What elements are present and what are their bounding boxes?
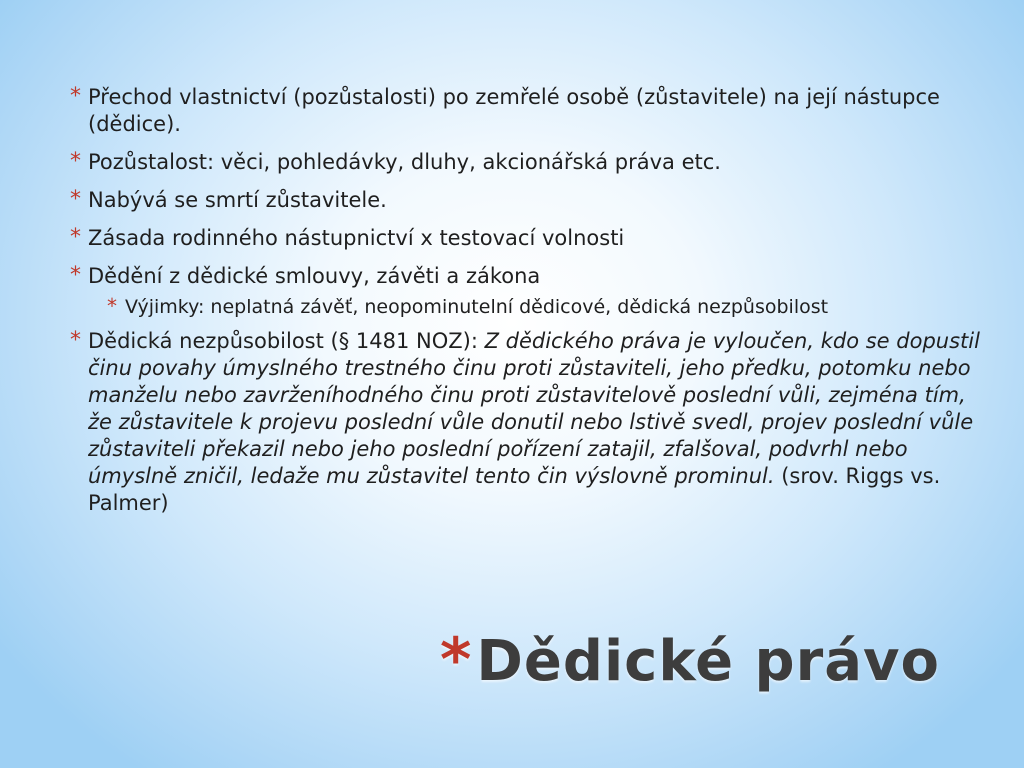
asterisk-bullet-icon: *	[70, 225, 81, 250]
asterisk-bullet-icon: *	[107, 294, 117, 318]
slide-title-text: Dědické právo	[476, 629, 941, 694]
bullet-item-4	[70, 225, 982, 252]
sub-bullet-item	[107, 295, 982, 320]
bullet-item-2	[70, 149, 982, 176]
asterisk-bullet-icon: *	[70, 328, 81, 353]
bullet-list	[70, 84, 982, 528]
bullet-item-3	[70, 187, 982, 214]
asterisk-bullet-icon: *	[70, 84, 81, 109]
bullet-text: Dědění z dědické smlouvy, závěti a zákona	[88, 264, 541, 288]
bullet-text: Nabývá se smrtí zůstavitele.	[88, 188, 387, 212]
slide-title	[440, 622, 940, 700]
asterisk-bullet-icon: *	[70, 263, 81, 288]
asterisk-title-icon: *	[440, 625, 473, 695]
bullet-item-7	[70, 328, 982, 517]
asterisk-bullet-icon: *	[70, 149, 81, 174]
legal-quote-text: Z dědického práva je vyloučen, kdo se dopustil činu povahy úmyslného trestného činu proti zůstaviteli, jeho předku, potomku nebo manželu nebo zavrženíhodného činu proti zůstavitelově poslední vůli, zejména tím, že zůstavitele k projevu poslední vůle donutil nebo lstivě svedl, projev poslední vůle zůstaviteli překazil nebo jeho poslední pořízení zatajil, zfalšoval, podvrhl nebo úmyslně zničil, ledaže mu zůstavitel tento čin výslovně prominul.	[88, 329, 980, 488]
bullet-text-lead: Dědická nezpůsobilost (§ 1481 NOZ):	[88, 329, 485, 353]
bullet-item-1	[70, 84, 982, 138]
bullet-text: Zásada rodinného nástupnictví x testovací volnosti	[88, 226, 625, 250]
bullet-text: Pozůstalost: věci, pohledávky, dluhy, akcionářská práva etc.	[88, 150, 721, 174]
asterisk-bullet-icon: *	[70, 187, 81, 212]
bullet-text-tail: (srov. Riggs vs. Palmer)	[88, 464, 941, 515]
bullet-text: Výjimky: neplatná závěť, neopominutelní dědicové, dědická nezpůsobilost	[125, 296, 829, 318]
bullet-item-5	[70, 263, 982, 290]
bullet-text: Přechod vlastnictví (pozůstalosti) po zemřelé osobě (zůstavitele) na její nástupce (dědice).	[88, 85, 940, 136]
